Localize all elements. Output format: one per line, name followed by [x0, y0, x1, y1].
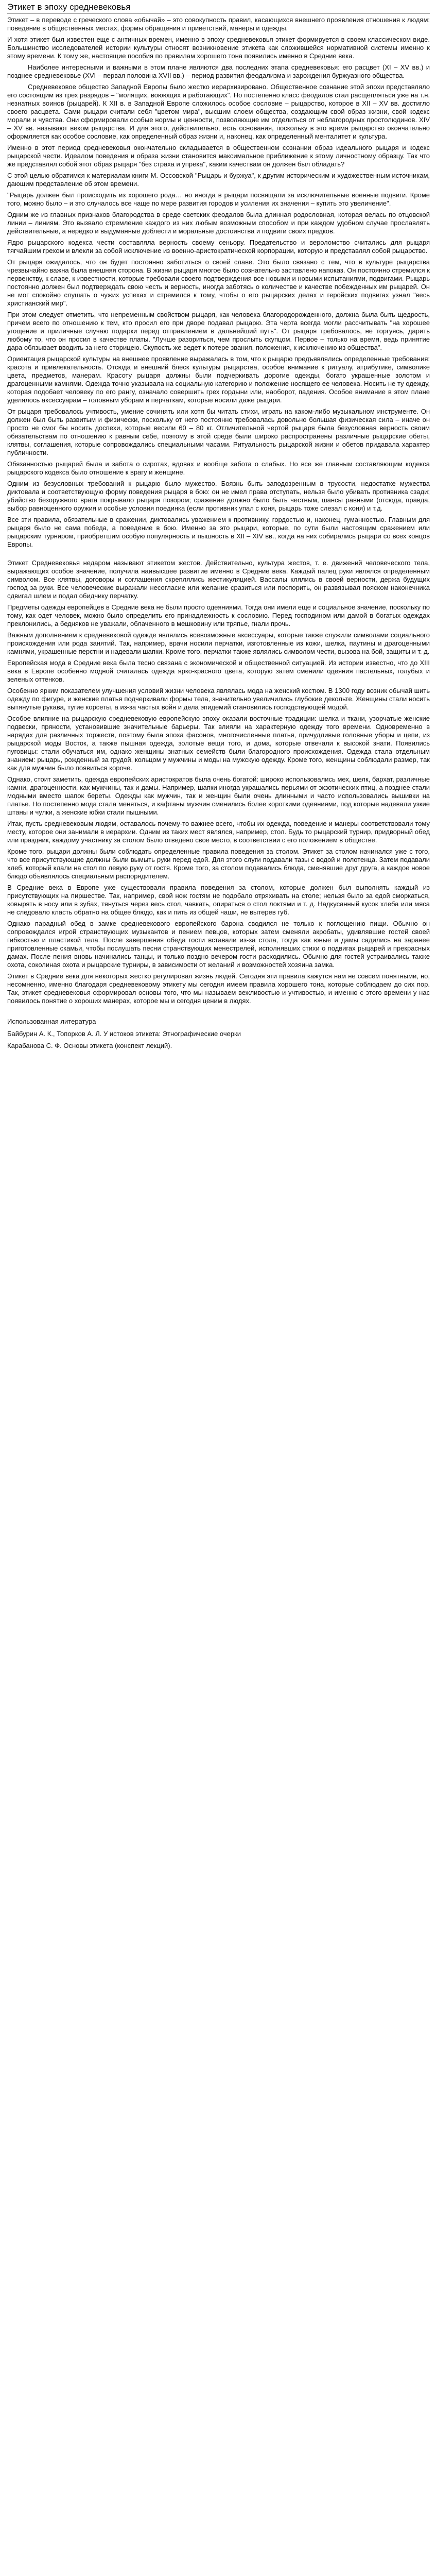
paragraph: Все эти правила, обязательные в сражении, диктовались уважением к противнику, гордостью и, наконец, гуманностью. Главным для рыцаря было не сама победа, а поведение в бою. Именно за это рыцари, которые, по сути были настоящим сражением или рыцарским турниром, приобретшим особую популярность и пышность в XII – XIV вв., когда на них собирались рыцари со всех концов Европы. [7, 516, 430, 548]
paragraph: От рыцаря требовалось учтивость, умение сочинять или хотя бы читать стихи, играть на каком-либо музыкальном инструменте. Он должен был быть развитым и физически, поскольку от него постоянно требовалась довольно большая физическая сила – иначе он просто не смог бы носить доспехи, которые весили 60 – 80 кг. Отличительной чертой рыцаря была безусловная верность своим обязательствам по отношению к равным себе, поэтому в этой среде были широко распространены различные рыцарские обеты, клятвы, соглашения, которые сопровождались специальными часами. Ритуальность рыцарской жизни и обетов придавала характер публичности. [7, 408, 430, 456]
paragraph: "Рыцарь должен был происходить из хорошего рода… но иногда в рыцари посвящали за исключительные военные подвиги. Кроме того, можно было – и это случалось все чаще по мере развития городов и усиления их значения – купить это увеличение". [7, 191, 430, 207]
paragraph: Ориентация рыцарской культуры на внешнее проявление выражалась в том, что к рыцарю предъявлялись определенные требования: красота и привлекательность. Отсюда и внешний блеск культуры рыцарства, особое внимание к ритуалу, атрибутике, символике цвета, предметов, манерам. Красоту рыцаря должны были подчеркивать дорогие одежды, богато украшенные золотом и драгоценными камнями. Одежда точно указывала на социальную категорию и положение носящего ее человека. Носить не ту одежду, которая подобает человеку по его рангу, означало совершить грех гордыни или, наоборот, падения. Особое внимание в этом плане уделялось аксессуарам – головным уборам и перчаткам, которые носили даже рыцари. [7, 355, 430, 404]
paragraph: Средневековое общество Западной Европы было жестко иерархизировано. Общественное сознание этой эпохи представляло его состоящим из трех разрядов – "молящих, воюющих и работающих". Но постепенно класс феодалов стал расщепляться уже на т.н. незнатных воинов (рыцарей). К XII в. в Западной Европе сложилось особое сословие – рыцарство, которое в XII – XV вв. достигло своего расцвета. Сами рыцари считали себя "цветом мира", высшим слоем общества, создающим свой образ жизни, свой кодекс морали и чувства. Они сформировали особые нормы и ценности, позволяющие им отделиться от неблагородных простолюдинов. XIV – XV вв. называют веком рыцарства. И для этого, действительно, есть основания, поскольку в это время рыцарство окончательно оформляется как особое сословие, как определенный образ жизни и, наконец, как определенный менталитет и культура. [7, 83, 430, 140]
paragraph: В Средние века в Европе уже существовали правила поведения за столом, которые должен был выполнять каждый из присутствующих на пиршестве. Так, например, свой нож гостям не подобало отряхивать на столе; нельзя было за едой сморкаться, ковырять в носу или в зубах, тянуться через весь стол, чавкать, опираться о стол локтями и т. д. Надкусанный кусок хлеба или мяса не следовало класть обратно на общее блюдо, как и пить из общей чаши, не вытерев губ. [7, 884, 430, 916]
section-spacer [7, 552, 430, 559]
paragraph: Европейская мода в Средние века была тесно связана с экономической и общественной ситуацией. Из истории известно, что до XIII века в Европе особенно модной считалась одежда ярко-красного цвета, которую затем сменили одеяния пастельных, голубых и зеленых оттенков. [7, 659, 430, 683]
paragraph: Этикет – в переводе с греческого слова «обычай» – это совокупность правил, касающихся внешнего проявления отношения к людям: поведение в общественных местах, формы обращения и приветствий, манеры и одежды. [7, 16, 430, 32]
paragraph: При этом следует отметить, что непременным свойством рыцаря, как человека благородорожденного, должна была быть щедрость, причем всего по отношению к тем, кто просил его при дворе подавал рыцарю. Эта черта всегда могли рассчитывать "на хорошее угощение и приличные случаю подарки перед отправлением в дальнейший путь". От рыцаря требовалось, не торгуясь, дарить любому то, что он просил в качестве платы. "Лучше разориться, чем прослыть скупцом. Первое – только на время, ведь принятие дара обязывает вводить за него сторицею. Скупость же ведет к потере звания, положения, к исключению из общества". [7, 311, 430, 351]
bibliography-heading: Использованная литература [7, 1018, 96, 1025]
paragraph: Однако, стоит заметить, одежда европейских аристократов была очень богатой: широко использовались мех, шелк, бархат, различные камни, драгоценности, как мужчины, так и дамы. Например, шапки иногда украшались перьями от экзотических птиц, а позднее стали модными вместо шапок береты. Одежды как мужчин, так и женщин были очень длинными и часто использовались вышивки на платье. Но постепенно мода стала меняться, и кафтаны мужчин сменились более короткими одеяниями, под которые надевали узкие штаны и чулки, а женские юбки стали пышными. [7, 775, 430, 816]
bibliography-item: Карабанова С. Ф. Основы этикета (конспект лекций). [7, 1042, 172, 1049]
paragraph: Итак, пусть средневековым людям, оставалось почему-то важнее всего, чтобы их одежда, поведение и манеры соответствовали тому месту, которое они занимали в иерархии. Одним из таких мест являлся, например, стол. Будь то рыцарский турнир, придворный обед или праздник, каждому участнику за столом было отведено свое место, в соответствии с его положением в обществе. [7, 820, 430, 844]
page-title: Этикет в эпоху средневековья [7, 2, 430, 14]
paragraph: Одним из безусловных требований к рыцарю было мужество. Боязнь быть заподозренным в трусости, недостатке мужества диктовала и соответствующую форму поведения рыцаря в бою: он не имел права отступать, нельзя было убивать противника сзади; убийство безоружного врага покрывало рыцаря позором; сражение должно было быть честным, шансы равными (отсюда, правда, выбор равноценного оружия и особые условия поединка (если противник упал с коня, рыцарь тоже слезал с коня) и т.д. [7, 480, 430, 512]
document [0, 0, 436, 1061]
paragraph: Ядро рыцарского кодекса чести составляла верность своему сеньору. Предательство и вероломство считались для рыцаря тягчайшим грехом и влекли за собой исключение из военно-аристократической корпорации, которую и представлял собой рыцарство. [7, 239, 430, 255]
paragraph: И хотя этикет был известен еще с античных времен, именно в эпоху средневековья этикет формируется в своем классическом виде. Большинство исследователей истории культуры относят возникновение этикета как сложившейся нормативной системы именно к этому времени. К тому же, настоящие пособия по правилам хорошего тона появились именно в Средние века. [7, 36, 430, 60]
paragraph: Одним же из главных признаков благородства в среде светских феодалов была длинная родословная, которая велась по отцовской линии – линиям. Это вызвало стремление каждого из них любым возможным способом и при каждом удобном случае прославлять действительные, а нередко и выдуманные доблести и моральные достоинства и подвиги своих предков. [7, 211, 430, 235]
bibliography [7, 1018, 430, 1050]
paragraph: Именно в этот период средневековья окончательно складывается в общественном сознании образ идеального рыцаря и кодекс рыцарской чести. Идеалом поведения и образа жизни становится максимальное приближение к этому личностному образцу. Так что же представлял собой этот образ рыцаря "без страха и упрека", каким качествам он должен был обладать? [7, 144, 430, 168]
paragraph: Этикет Средневековья недаром называют этикетом жестов. Действительно, культура жестов, т. е. движений человеческого тела, выражающих особое значение, получила наивысшее развитие именно в Средние века. Каждый палец руки являлся определенным символом. Все клятвы, договоры и соглашения скреплялись жестикуляцией. Вассалы клялись в своей верности, держа будущих господ за руки. Все человеческие выражали несогласие или желание сразиться или поспорить, он развязывал пояском наконечника сдвигал шлем и подал обидчику перчатку. [7, 559, 430, 600]
article-body [7, 16, 430, 1005]
paragraph: Особое влияние на рыцарскую средневековую европейскую эпоху оказали восточные традиции: шелка и ткани, узорчатые женские подвески, пряности, установившие значительные барьеры. Так влияли на характерную одежду того времени. Одновременно в нарядах для различных торжеств, поэтому была эпоха фасонов, многочисленные платья, причудливые головные уборы и цепи, из рыцарской моды Восток, а также пышная одежда, золотые вещи того, и дома, которые отвечали к высокой знати. Появились пуговицы: стали обучаться им, однако женщины знатных семейств были благородного происхождения. Одежда стала отдельным знанием: рыцарь, рожденный за грудой, кольцом у мужчины и моды на мужскую одежду. Кроме того, женщины соблюдали размер, так как для мужчин было появиться короче. [7, 715, 430, 772]
paragraph: Особенно ярким показателем улучшения условий жизни человека являлась мода на женский костюм. В 1300 году возник обычай шить одежду по фигуре, и женские платья подчеркивали формы тела, значительно увеличились глубокие декольте. Женщины стали носить вытянутые рукава, тугие корсеты, а из-за частых войн и дела эпидемий становились господствующей модой. [7, 687, 430, 711]
paragraph: Предметы одежды европейцев в Средние века не были просто одеяниями. Тогда они имели еще и социальное значение, поскольку по тому, как одет человек, можно было определить его принадлежность к сословию. Перед господином или дамой в богатых одеждах преклонились, а бедняков не уважали, облаченного в мешковину или тряпье, гнали прочь. [7, 603, 430, 628]
paragraph: С этой целью обратимся к материалам книги М. Оссовской "Рыцарь и буржуа", к другим историческим и художественным источникам, дающим представление об этом времени. [7, 172, 430, 188]
bibliography-item: Байбурин А. К., Топорков А. Л. У истоков этикета: Этнографические очерки [7, 1030, 241, 1038]
paragraph: Однако парадный обед в замке средневекового европейского барона сводился не только к поглощению пищи. Обычно он сопровождался игрой странствующих музыкантов и пением певцов, которых затем сменяли акробаты, удивлявшие гостей своей гибкостью и пластикой тела. После завершения обеда гости вставали из-за стола, тогда как юные и дамы садились на заранее приготовленные скамьи, чтобы послушать песни странствующих менестрелей, исполнявших стихи о подвигах рыцарей и прекрасных дамах. После пения вновь начинались танцы, и только поздно вечером гости расходились. Обычно для гостей устраивались также охота, соколиная охота и рыцарские турниры, в зависимости от желаний и возможностей хозяина замка. [7, 920, 430, 969]
paragraph: Важным дополнением к средневековой одежде являлись всевозможные аксессуары, которые также служили символами социального происхождения или рода занятий. Так, например, врачи носили перчатки, изготовленные из кожи, шелка, паутины и драгоценными камнями, украшенные перстни и надевали шапки. Кроме того, перчатки также являлись символом чести, вызова на бой, защиты и т. д. [7, 631, 430, 655]
paragraph: Наиболее интересными и важными в этом плане являются два последних этапа средневековья: его расцвет (XI – XV вв.) и позднее средневековье (XVI – первая половина XVII вв.) – период развития феодализма и зарождения буржуазного общества. [7, 63, 430, 79]
paragraph: Кроме того, рыцари должны были соблюдать определенные правила поведения за столом. Этикет за столом начинался уже с того, что все присутствующие должны были вымыть руки перед едой. Для этого слуги подавали тазы с водой и полотенца. Затем подавали хлеб, который клали на стол по левую руку от гостя. Кроме того, за столом подавались блюда, сменявшие друг друга, а каждое новое блюдо объявлялось специальным распорядителем. [7, 848, 430, 880]
paragraph: Обязанностью рыцарей была и забота о сиротах, вдовах и вообще забота о слабых. Но все же главным составляющим кодекса рыцарского кодекса было отношение к врагу и женщине. [7, 460, 430, 476]
paragraph: От рыцаря ожидалось, что он будет постоянно заботиться о своей славе. Это было связано с тем, что в культуре рыцарства чрезвычайно важна была внешняя сторона. В жизни рыцаря многое было сознательно заставлено напоказ. Он постоянно стремился к первенству, к славе, к известности, которые требовали своего подтверждения все новыми и новыми испытаниями, подвигами. Рыцарь постоянно должен был подтверждать свою честь и верность, иногда заботясь о количестве и качестве побежденных им рыцарей. Он не мог спокойно слушать о чужих успехах и стремился к тому, чтобы о его рыцарских делах и геройских подвигах узнал "весь христианский мир". [7, 258, 430, 307]
paragraph: Этикет в Средние века для некоторых жестко регулировал жизнь людей. Сегодня эти правила кажутся нам не совсем понятными, но, несомненно, именно благодаря средневековому этикету мы сегодня имеем правила хорошего тона, которые соблюдаем до сих пор. Так, этикет средневековья сформировал основы того, что мы называем вежливостью и учтивостью, и именно с этого времени у нас появилось понятие о хороших манерах, которое мы и сегодня ценим в людях. [7, 972, 430, 1005]
